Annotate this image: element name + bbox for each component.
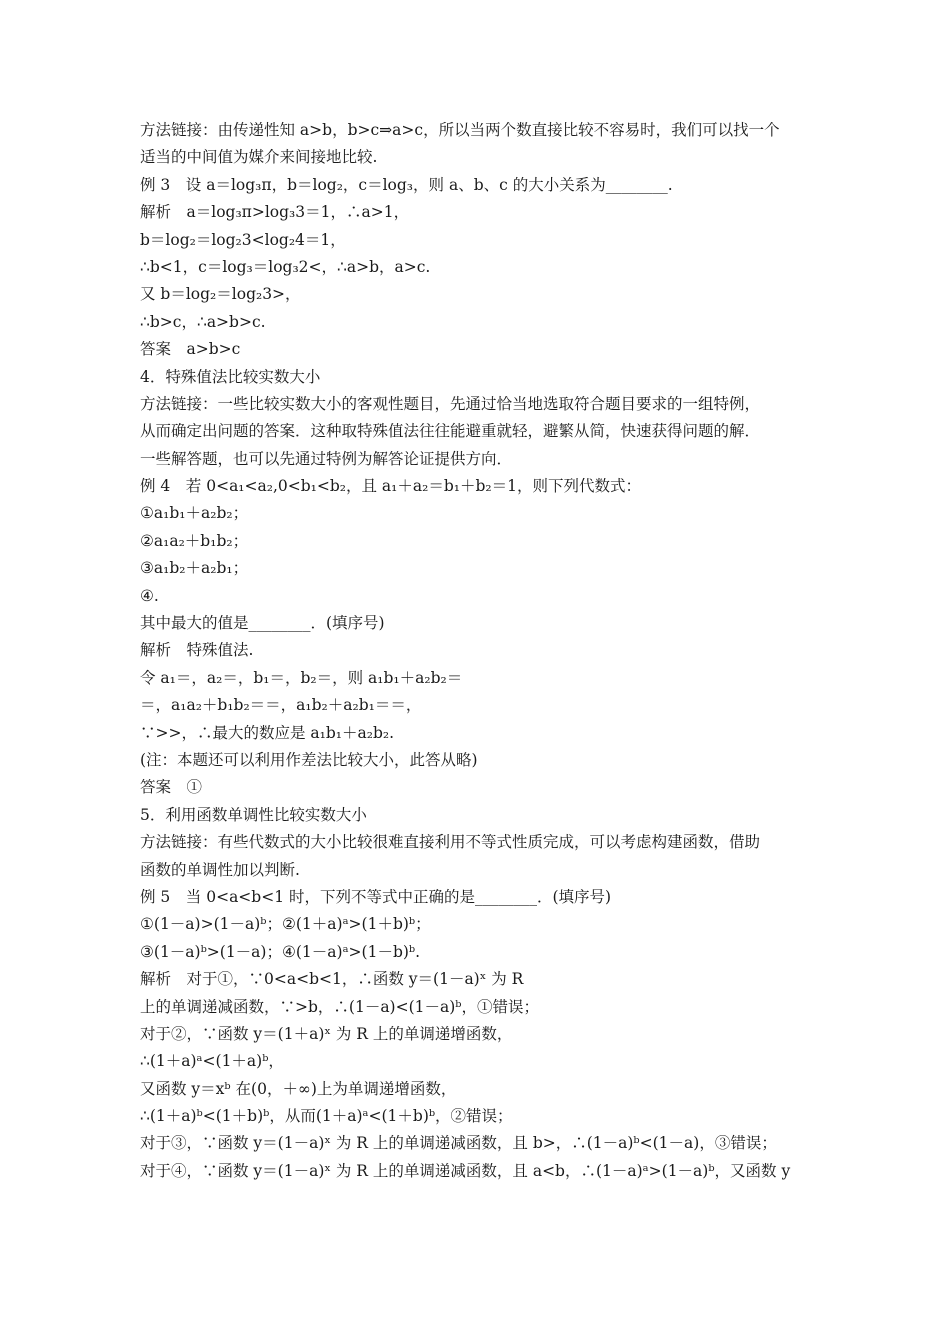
text-line: 例 4 若 0<a₁<a₂,0<b₁<b₂，且 a₁＋a₂＝b₁＋b₂＝1，则下列代数式：	[140, 477, 641, 496]
text-line: 例 5 当 0<a<b<1 时，下列不等式中正确的是________．(填序号)	[140, 887, 612, 906]
text-line: 对于②，∵函数 y＝(1＋a)ˣ 为 R 上的单调递增函数，	[140, 1024, 513, 1043]
text-line: 解析 对于①，∵0<a<b<1，∴函数 y＝(1－a)ˣ 为 R	[140, 970, 524, 989]
text-line: ∴b<1，c＝log₃＝log₃2<，∴a>b，a>c.	[140, 257, 431, 276]
text-line: (注：本题还可以利用作差法比较大小，此答从略)	[140, 750, 478, 769]
text-line: 一些解答题，也可以先通过特例为解答论证提供方向．	[140, 449, 513, 468]
text-line: 解析 特殊值法.	[140, 641, 254, 660]
text-line: ②a₁a₂＋b₁b₂；	[140, 531, 249, 550]
text-line: ＝，a₁a₂＋b₁b₂＝＝，a₁b₂＋a₂b₁＝＝，	[140, 696, 422, 715]
document-page	[140, 117, 830, 1185]
text-line: ∴b>c，∴a>b>c.	[140, 312, 266, 331]
text-line: 对于④，∵函数 y＝(1－a)ˣ 为 R 上的单调递减函数，且 a<b，∴(1－a)ᵃ>(1－a)ᵇ，又函数 y	[140, 1161, 791, 1180]
text-line: ∴(1＋a)ᵃ<(1＋a)ᵇ，	[140, 1052, 284, 1071]
text-line: 解析 a＝log₃π>log₃3＝1，∴a>1，	[140, 203, 410, 222]
text-line: 例 3 设 a＝log₃π，b＝log₂，c＝log₃，则 a、b、c 的大小关系为________.	[140, 175, 673, 194]
text-line: 适当的中间值为媒介来间接地比较.	[140, 148, 378, 167]
text-line: 又 b＝log₂＝log₂3>，	[140, 285, 301, 304]
text-line: 方法链接：由传递性知 a>b，b>c⇒a>c，所以当两个数直接比较不容易时，我们可以找一个	[140, 121, 780, 139]
text-line: 方法链接：有些代数式的大小比较很难直接利用不等式性质完成，可以考虑构建函数，借助	[140, 833, 761, 852]
text-line: 从而确定出问题的答案．这种取特殊值法往往能避重就轻，避繁从简，快速获得问题的解．	[140, 422, 761, 441]
text-line: 令 a₁＝，a₂＝，b₁＝，b₂＝，则 a₁b₁＋a₂b₂＝	[140, 668, 463, 687]
text-line: 答案 a>b>c	[140, 340, 241, 359]
text-line: b＝log₂＝log₂3<log₂4＝1，	[140, 230, 346, 249]
text-line: ①a₁b₁＋a₂b₂；	[140, 504, 249, 523]
text-line: 函数的单调性加以判断.	[140, 860, 300, 879]
text-line: ∵>>，∴最大的数应是 a₁b₁＋a₂b₂.	[140, 723, 395, 742]
text-line: ∴(1＋a)ᵇ<(1＋b)ᵇ，从而(1＋a)ᵃ<(1＋b)ᵇ，②错误；	[140, 1107, 513, 1126]
text-line: 方法链接：一些比较实数大小的客观性题目，先通过恰当地选取符合题目要求的一组特例，	[140, 394, 761, 413]
text-line: ④.	[140, 586, 159, 605]
text-line: 对于③，∵函数 y＝(1－a)ˣ 为 R 上的单调递减函数，且 b>，∴(1－a)ᵇ<(1－a)，③错误；	[140, 1134, 777, 1153]
section-heading: 4．特殊值法比较实数大小	[140, 367, 321, 386]
text-line: 又函数 y＝xᵇ 在(0，＋∞)上为单调递增函数，	[140, 1079, 457, 1098]
text-line: 其中最大的值是________．(填序号)	[140, 614, 385, 633]
text-line: ③a₁b₂＋a₂b₁；	[140, 559, 249, 578]
text-line: 上的单调递减函数，∵>b，∴(1－a)<(1－a)ᵇ，①错误；	[140, 997, 539, 1016]
text-line: 答案 ①	[140, 778, 203, 797]
section-heading: 5．利用函数单调性比较实数大小	[140, 805, 367, 824]
text-line: ①(1－a)>(1－a)ᵇ；②(1＋a)ᵃ>(1＋b)ᵇ；	[140, 915, 431, 934]
text-line: ③(1－a)ᵇ>(1－a)；④(1－a)ᵃ>(1－b)ᵇ.	[140, 942, 421, 961]
